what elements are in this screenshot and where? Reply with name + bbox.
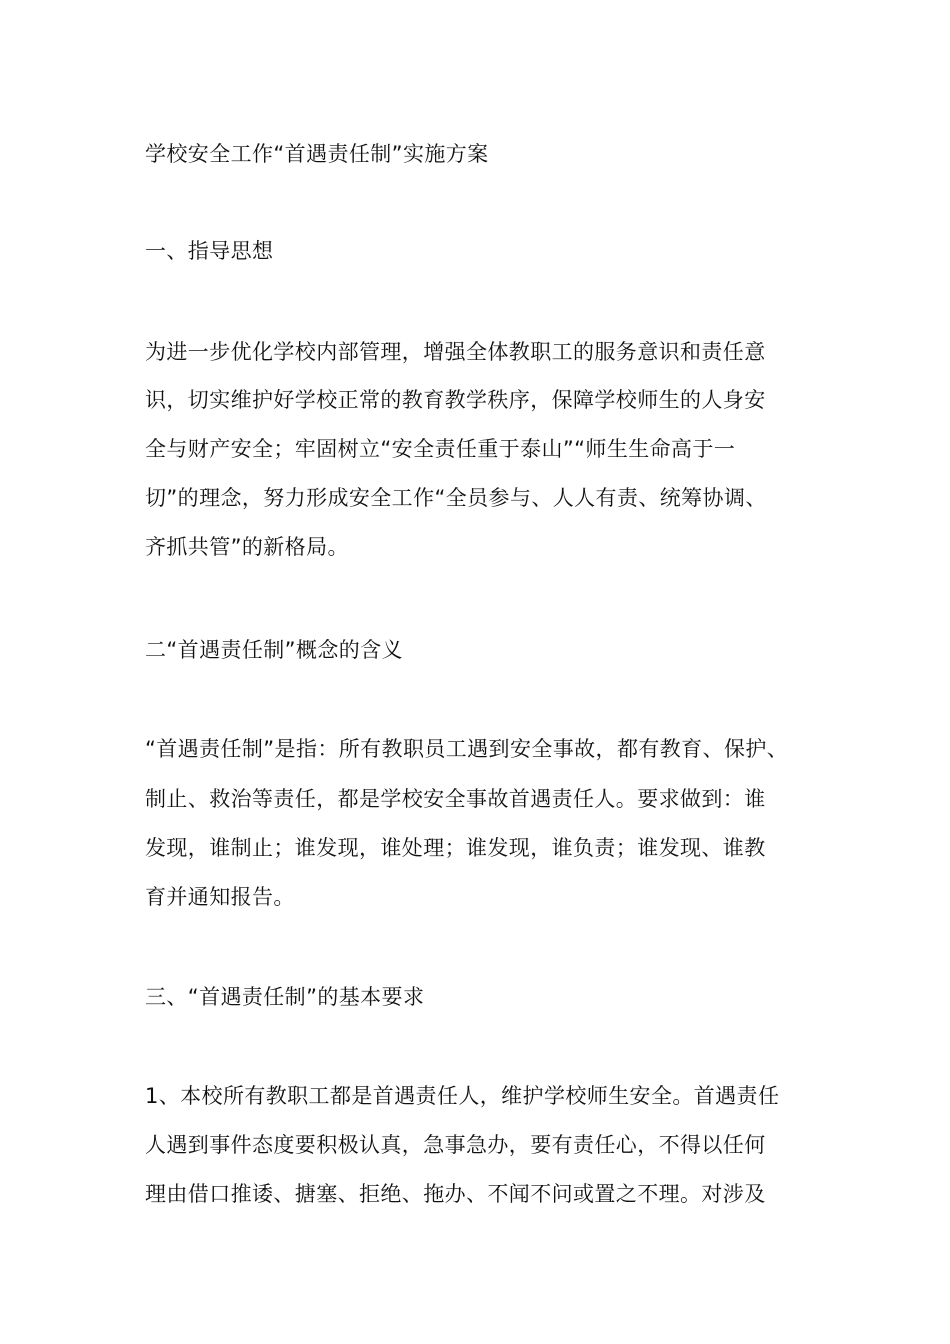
section-2-line-4: 育并通知报告。 — [145, 885, 295, 909]
section-2-heading: 二“首遇责任制”概念的含义 — [145, 638, 403, 662]
section-3-heading: 三、“首遇责任制”的基本要求 — [145, 985, 425, 1009]
section-1-line-4: 切”的理念，努力形成安全工作“全员参与、人人有责、统筹协调、 — [145, 486, 767, 510]
section-3-line-2: 人遇到事件态度要积极认真，急事急办，要有责任心，不得以任何 — [145, 1133, 766, 1157]
section-1-heading: 一、指导思想 — [145, 239, 274, 263]
section-1-line-5: 齐抓共管”的新格局。 — [145, 535, 349, 559]
section-2-line-3: 发现，谁制止；谁发现，谁处理；谁发现，谁负责；谁发现、谁教 — [145, 836, 766, 860]
section-1-line-1: 为进一步优化学校内部管理，增强全体教职工的服务意识和责任意 — [145, 340, 766, 364]
section-1-line-3: 全与财产安全；牢固树立“安全责任重于泰山”“师生生命高于一 — [145, 437, 736, 461]
document-title: 学校安全工作“首遇责任制”实施方案 — [145, 142, 489, 166]
section-3-line-3: 理由借口推诿、搪塞、拒绝、拖办、不闻不问或置之不理。对涉及 — [145, 1182, 766, 1206]
section-1-line-2: 识，切实维护好学校正常的教育教学秩序，保障学校师生的人身安 — [145, 388, 766, 412]
section-3-line-1: 1、本校所有教职工都是首遇责任人，维护学校师生安全。首遇责任 — [145, 1084, 780, 1108]
section-2-line-1: “首遇责任制”是指：所有教职员工遇到安全事故，都有教育、保护、 — [145, 737, 789, 761]
section-2-line-2: 制止、救治等责任，都是学校安全事故首遇责任人。要求做到：谁 — [145, 787, 766, 811]
